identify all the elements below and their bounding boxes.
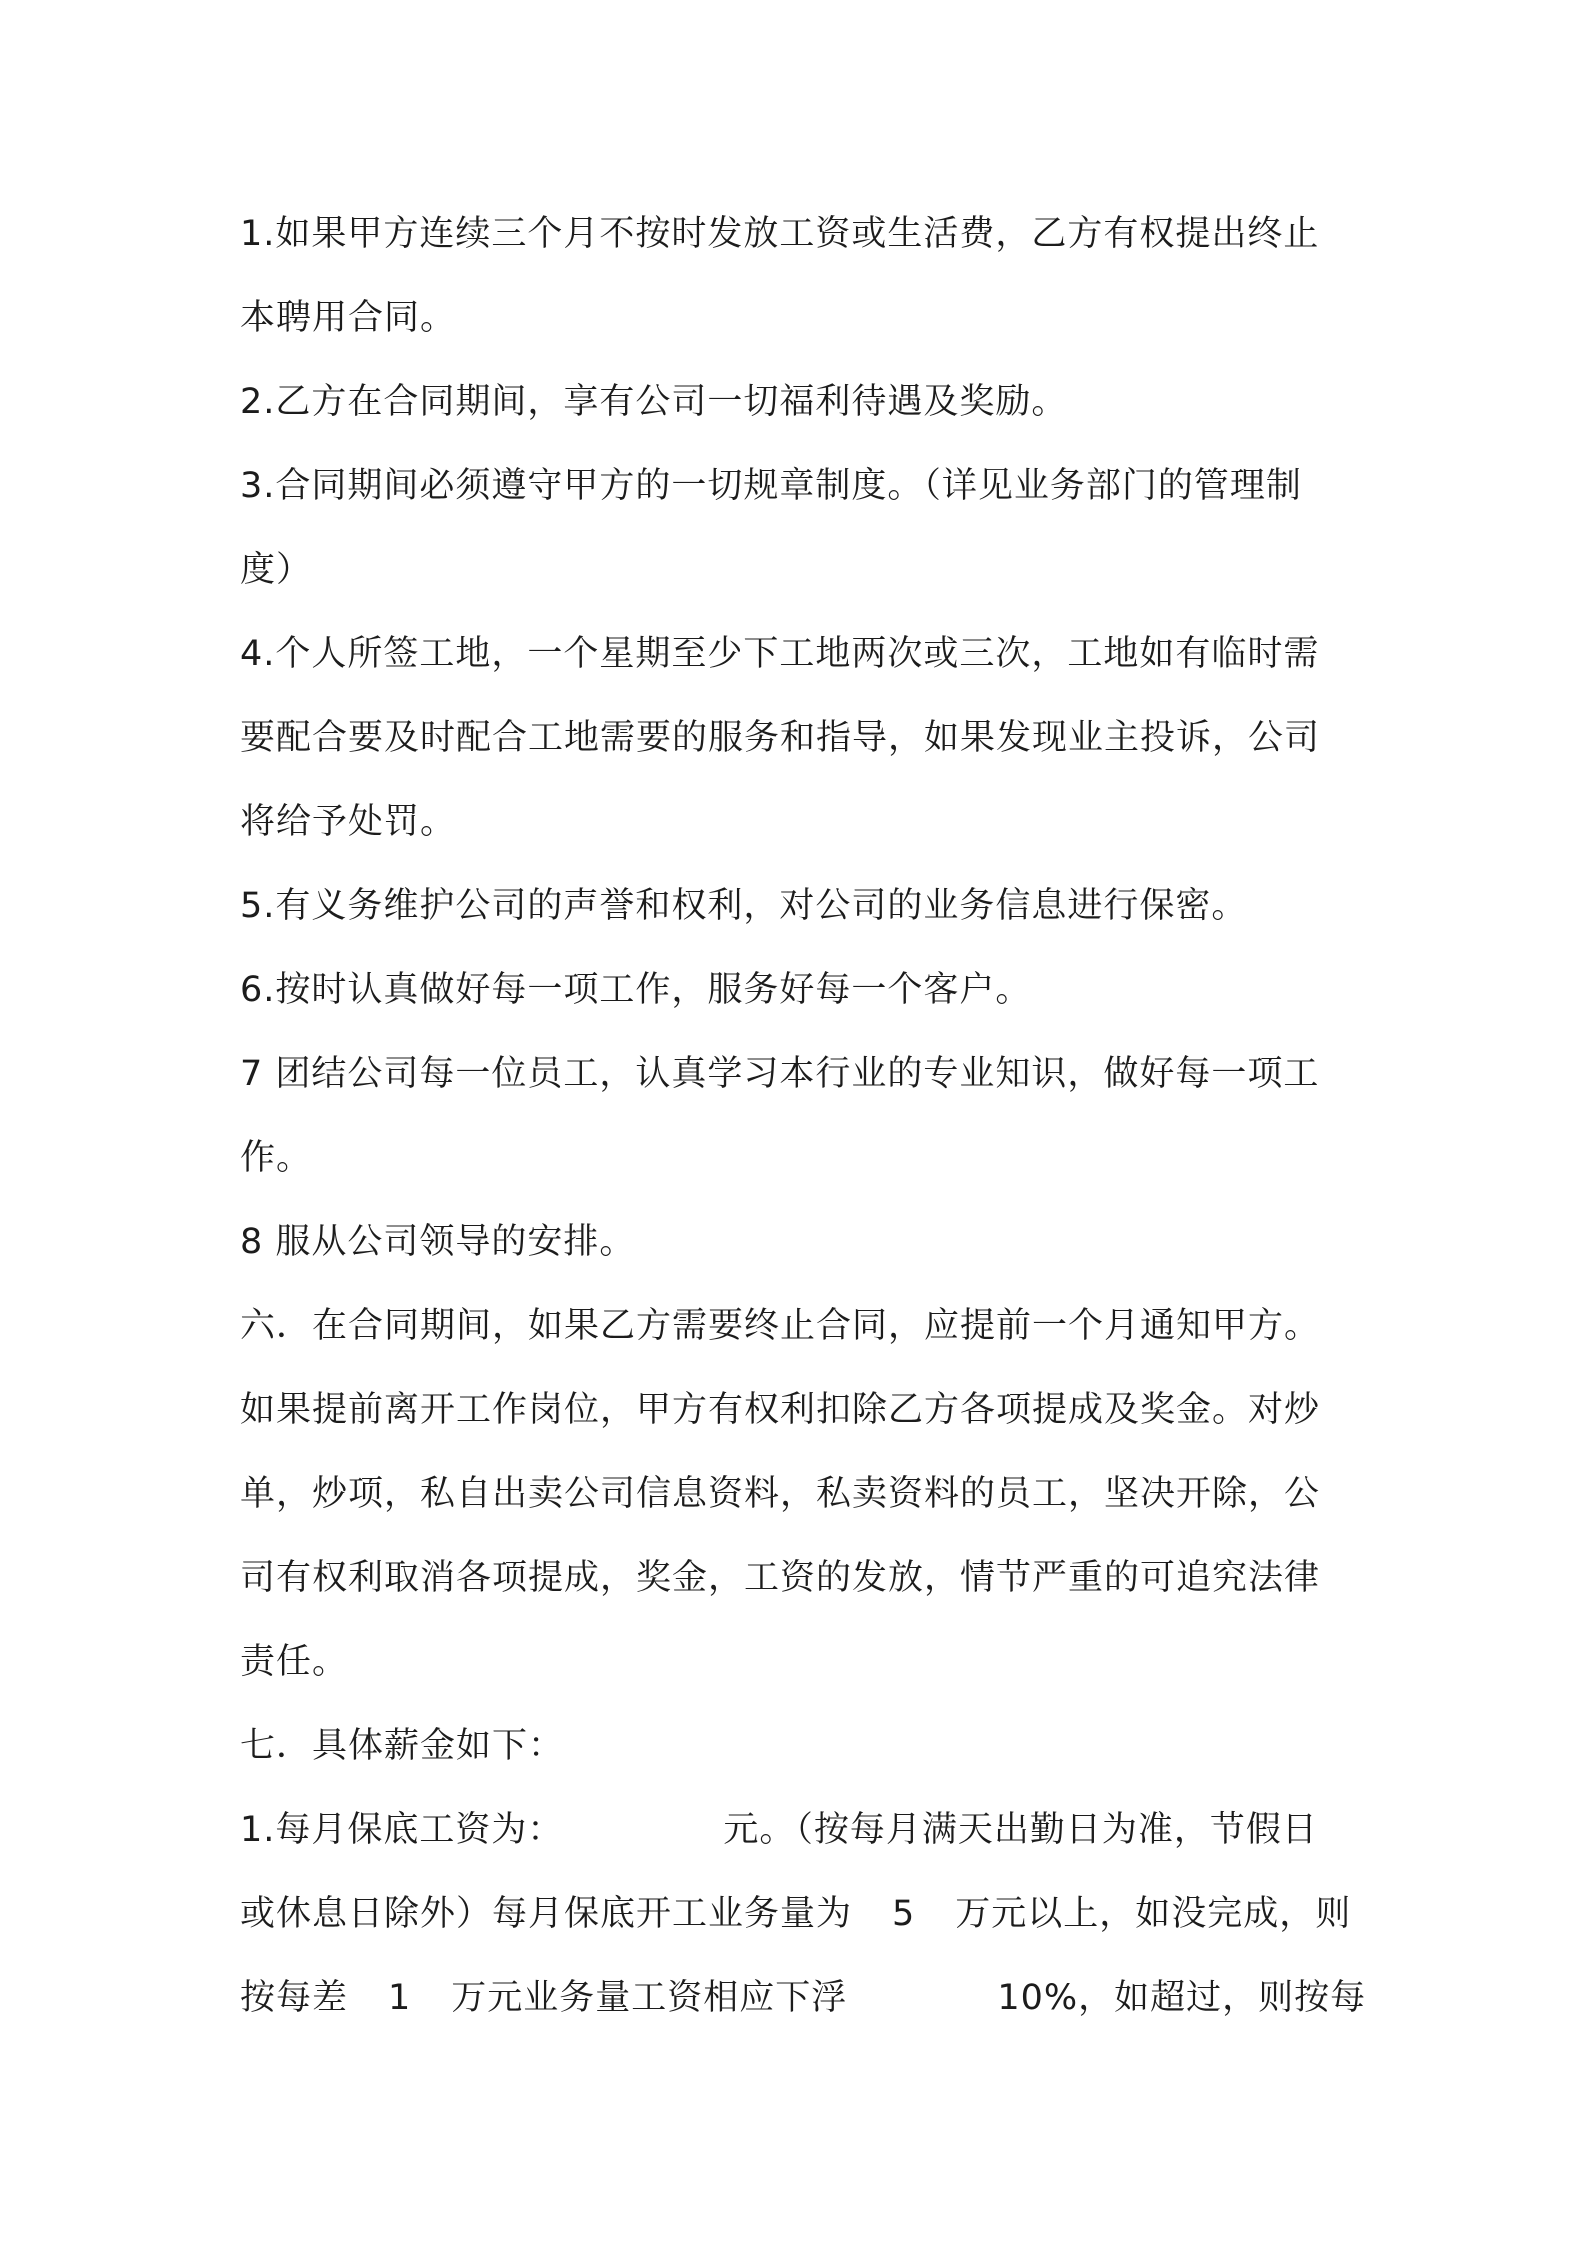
text-line: 将给予处罚。 <box>240 802 457 842</box>
text-line: 3.合同期间必须遵守甲方的一切规章制度。（详见业务部门的管理制 <box>240 466 1302 506</box>
salary-line-2 <box>240 1872 1360 1956</box>
text-line: 单，炒项，私自出卖公司信息资料，私卖资料的员工，坚决开除，公 <box>240 1474 1321 1514</box>
salary-quota-amount: 5 <box>892 1894 916 1934</box>
text-line: 4.个人所签工地，一个星期至少下工地两次或三次，工地如有临时需 <box>240 634 1320 674</box>
text-line: 七．具体薪金如下： <box>240 1726 565 1766</box>
text-line: 六．在合同期间，如果乙方需要终止合同，应提前一个月通知甲方。 <box>240 1306 1321 1346</box>
salary-deduct-tail: ，如超过，则按每 <box>1078 1978 1367 2018</box>
text-line: 2.乙方在合同期间，享有公司一切福利待遇及奖励。 <box>240 382 1068 422</box>
salary-deduct-percent: 10% <box>997 1978 1079 2018</box>
text-line: 5.有义务维护公司的声誉和权利，对公司的业务信息进行保密。 <box>240 886 1248 926</box>
text-line: 8 服从公司领导的安排。 <box>240 1222 636 1262</box>
text-line: 责任。 <box>240 1642 349 1682</box>
document-body <box>240 192 1367 2040</box>
salary-deduct-amount: 1 <box>388 1978 412 2018</box>
salary-line-1 <box>240 1788 1360 1872</box>
salary-deduct-rest: 万元业务量工资相应下浮 <box>451 1978 848 2018</box>
text-line: 如果提前离开工作岗位，甲方有权利扣除乙方各项提成及奖金。对炒 <box>240 1390 1321 1430</box>
text-line: 本聘用合同。 <box>240 298 457 338</box>
text-line: 6.按时认真做好每一项工作，服务好每一个客户。 <box>240 970 1032 1010</box>
text-line: 要配合要及时配合工地需要的服务和指导，如果发现业主投诉，公司 <box>240 718 1321 758</box>
text-line: 度） <box>240 550 313 590</box>
text-line: 作。 <box>240 1138 313 1178</box>
text-line: 7 团结公司每一位员工，认真学习本行业的专业知识，做好每一项工 <box>240 1054 1320 1094</box>
salary-quota-text: 或休息日除外）每月保底开工业务量为 <box>240 1894 853 1934</box>
text-line: 司有权利取消各项提成，奖金，工资的发放，情节严重的可追究法律 <box>240 1558 1321 1598</box>
salary-line-3 <box>240 1956 1367 2040</box>
salary-quota-rest: 万元以上，如没完成，则 <box>955 1894 1352 1934</box>
salary-deduct-text: 按每差 <box>240 1978 349 2018</box>
salary-base-label: 1.每月保底工资为： <box>240 1810 564 1850</box>
salary-base-rest: 元。（按每月满天出勤日为准，节假日 <box>723 1810 1318 1850</box>
text-line: 1.如果甲方连续三个月不按时发放工资或生活费，乙方有权提出终止 <box>240 214 1320 254</box>
